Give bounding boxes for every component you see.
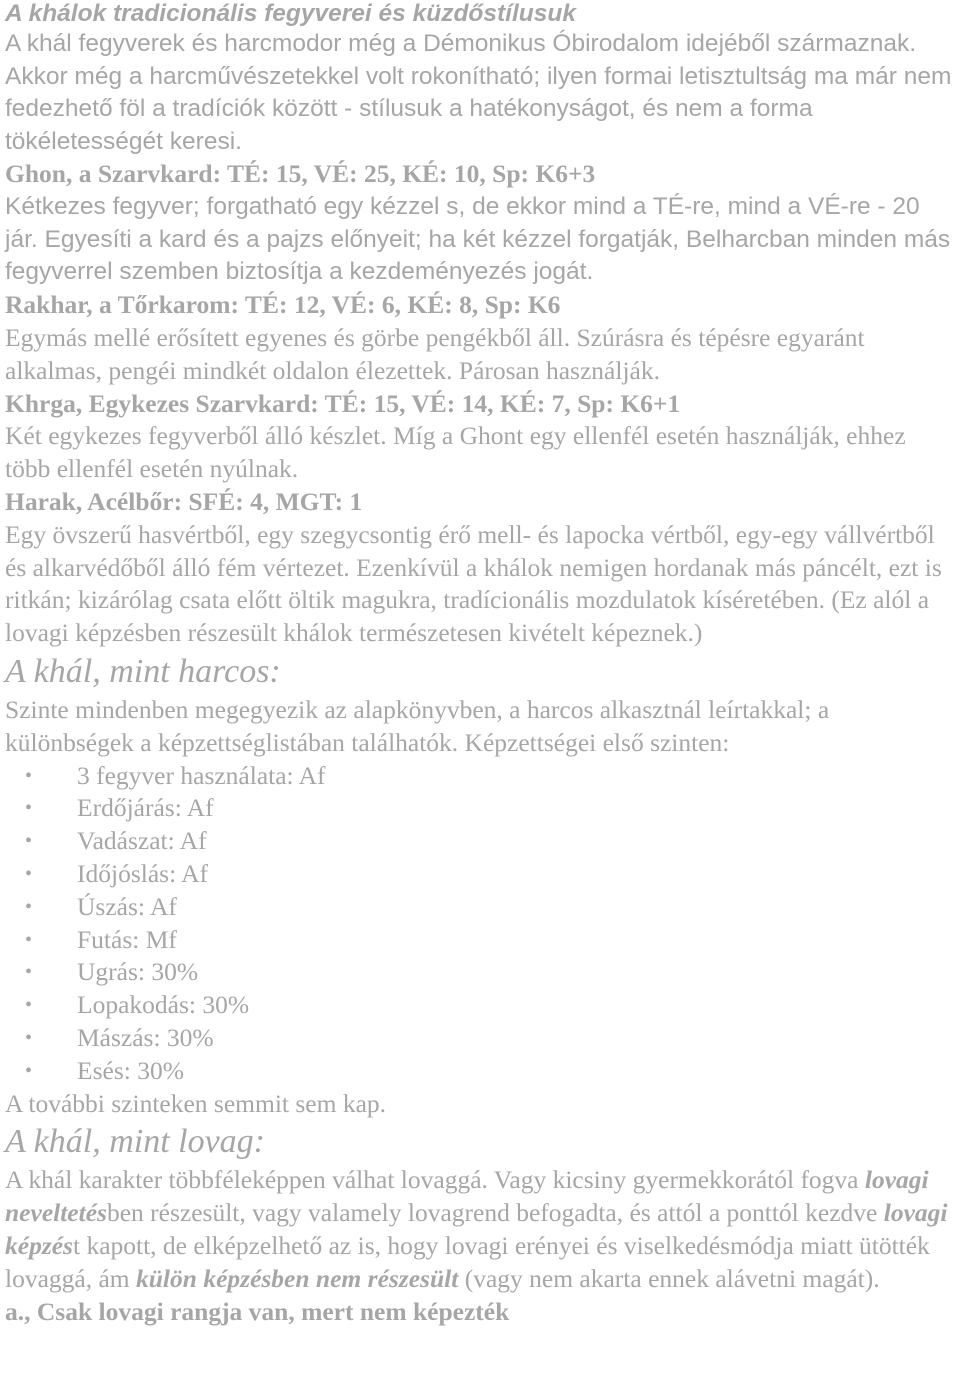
list-item: • Lopakodás: 30% [77, 989, 955, 1022]
section-intro: A khál fegyverek és harcmodor még a Démonikus Óbirodalom idejéből származnak. Akkor még a harcművészetekkel volt rokonítható; ilyen formai letisztultság ma már nem fedezhető föl a tradíciók között - stílusuk a hatékonyságot, és nem a forma tökéletességét keresi. [5, 30, 952, 155]
knight-text-c: ben részesült, vagy valamely lovagrend befogadta, és attól a ponttól kezdve [106, 1198, 884, 1228]
weapon-khrga-description: Két egykezes fegyverből álló készlet. Míg a Ghont egy ellenfél esetén használják, ehhez több ellenfél esetén nyúlnak. [5, 421, 906, 484]
armor-harak-description: Egy övszerű hasvértből, egy szegycsontig érő mell- és lapocka vértből, egy-egy vállvértből és alkarvédőből álló fém vértezet. Ezenkívül a khálok nemigen hordanak más páncélt, ezt is ritkán; kizárólag csata előtt öltik magukra, tradícionális mozdulatok kíséretében. (Ez alól a lovagi képzésben részesült khálok természetesen kivételt képeznek.) [5, 519, 942, 648]
list-item: • Mászás: 30% [77, 1022, 955, 1055]
knight-paragraph [5, 1164, 955, 1295]
weapon-ghon-title: Ghon, a Szarvkard: TÉ: 15, VÉ: 25, KÉ: 10, Sp: K6+3 [5, 159, 596, 188]
knight-emphasis-upbringing: lovagi neveltetés [5, 1165, 929, 1228]
knight-text-e: t kapott, de elképzelhető az is, hogy lovagi erényei és viselkedésmódja miatt ütötték lovaggá, ám [5, 1230, 930, 1293]
weapon-ghon-description: Kétkezes fegyver; forgatható egy kézzel s, de ekkor mind a TÉ-re, mind a VÉ-re - 20 jár. Egyesíti a kard és a pajzs előnyeit; ha két kézzel forgatják, Belharcban minden más fegyverrel szemben biztosítja a kezdeményezés jogát. [5, 192, 951, 286]
list-item: • Futás: Mf [77, 924, 955, 957]
weapon-rakhar-description: Egymás mellé erősített egyenes és görbe pengékből áll. Szúrásra és tépésre egyaránt alkalmas, pengéi mindkét oldalon élezettek. Párosan használják. [5, 322, 865, 385]
weapon-rakhar-title: Rakhar, a Tőrkarom: TÉ: 12, VÉ: 6, KÉ: 8, Sp: K6 [5, 290, 561, 320]
skill-list [5, 760, 955, 1088]
knight-text-a: A khál karakter többféleképpen válhat lovaggá. Vagy kicsiny gyermekkorától fogva [5, 1165, 865, 1195]
knight-heading: A khál, mint lovag: [5, 1123, 265, 1161]
list-item: • Erdőjárás: Af [77, 792, 955, 825]
warrior-outro: A további szinteken semmit sem kap. [5, 1088, 387, 1118]
list-item: • Esés: 30% [77, 1055, 955, 1088]
document-page [5, 0, 955, 1328]
knight-emphasis-training: lovagi képzés [5, 1198, 948, 1260]
section-title: A khálok tradicionális fegyverei és küzdőstílusuk [5, 0, 576, 27]
list-item: • 3 fegyver használata: Af [77, 760, 955, 793]
list-item: • Időjóslás: Af [77, 858, 955, 891]
list-item: • Ugrás: 30% [77, 956, 955, 989]
warrior-heading: A khál, mint harcos: [5, 652, 281, 690]
armor-harak-title: Harak, Acélbőr: SFÉ: 4, MGT: 1 [5, 486, 363, 516]
list-item: • Vadászat: Af [77, 825, 955, 858]
knight-text-g: (vagy nem akarta ennek alávetni magát). [458, 1263, 880, 1293]
knight-emphasis-no-training: külön képzésben nem részesült [136, 1263, 459, 1293]
weapon-khrga-title: Khrga, Egykezes Szarvkard: TÉ: 15, VÉ: 14, KÉ: 7, Sp: K6+1 [5, 388, 681, 418]
knight-subheading: a., Csak lovagi rangja van, mert nem képezték [5, 1296, 510, 1326]
list-item: • Úszás: Af [77, 891, 955, 924]
warrior-intro: Szinte mindenben megegyezik az alapkönyvben, a harcos alkasztnál leírtakkal; a különbségek a képzettséglistában találhatók. Képzettségei első szinten: [5, 694, 830, 757]
